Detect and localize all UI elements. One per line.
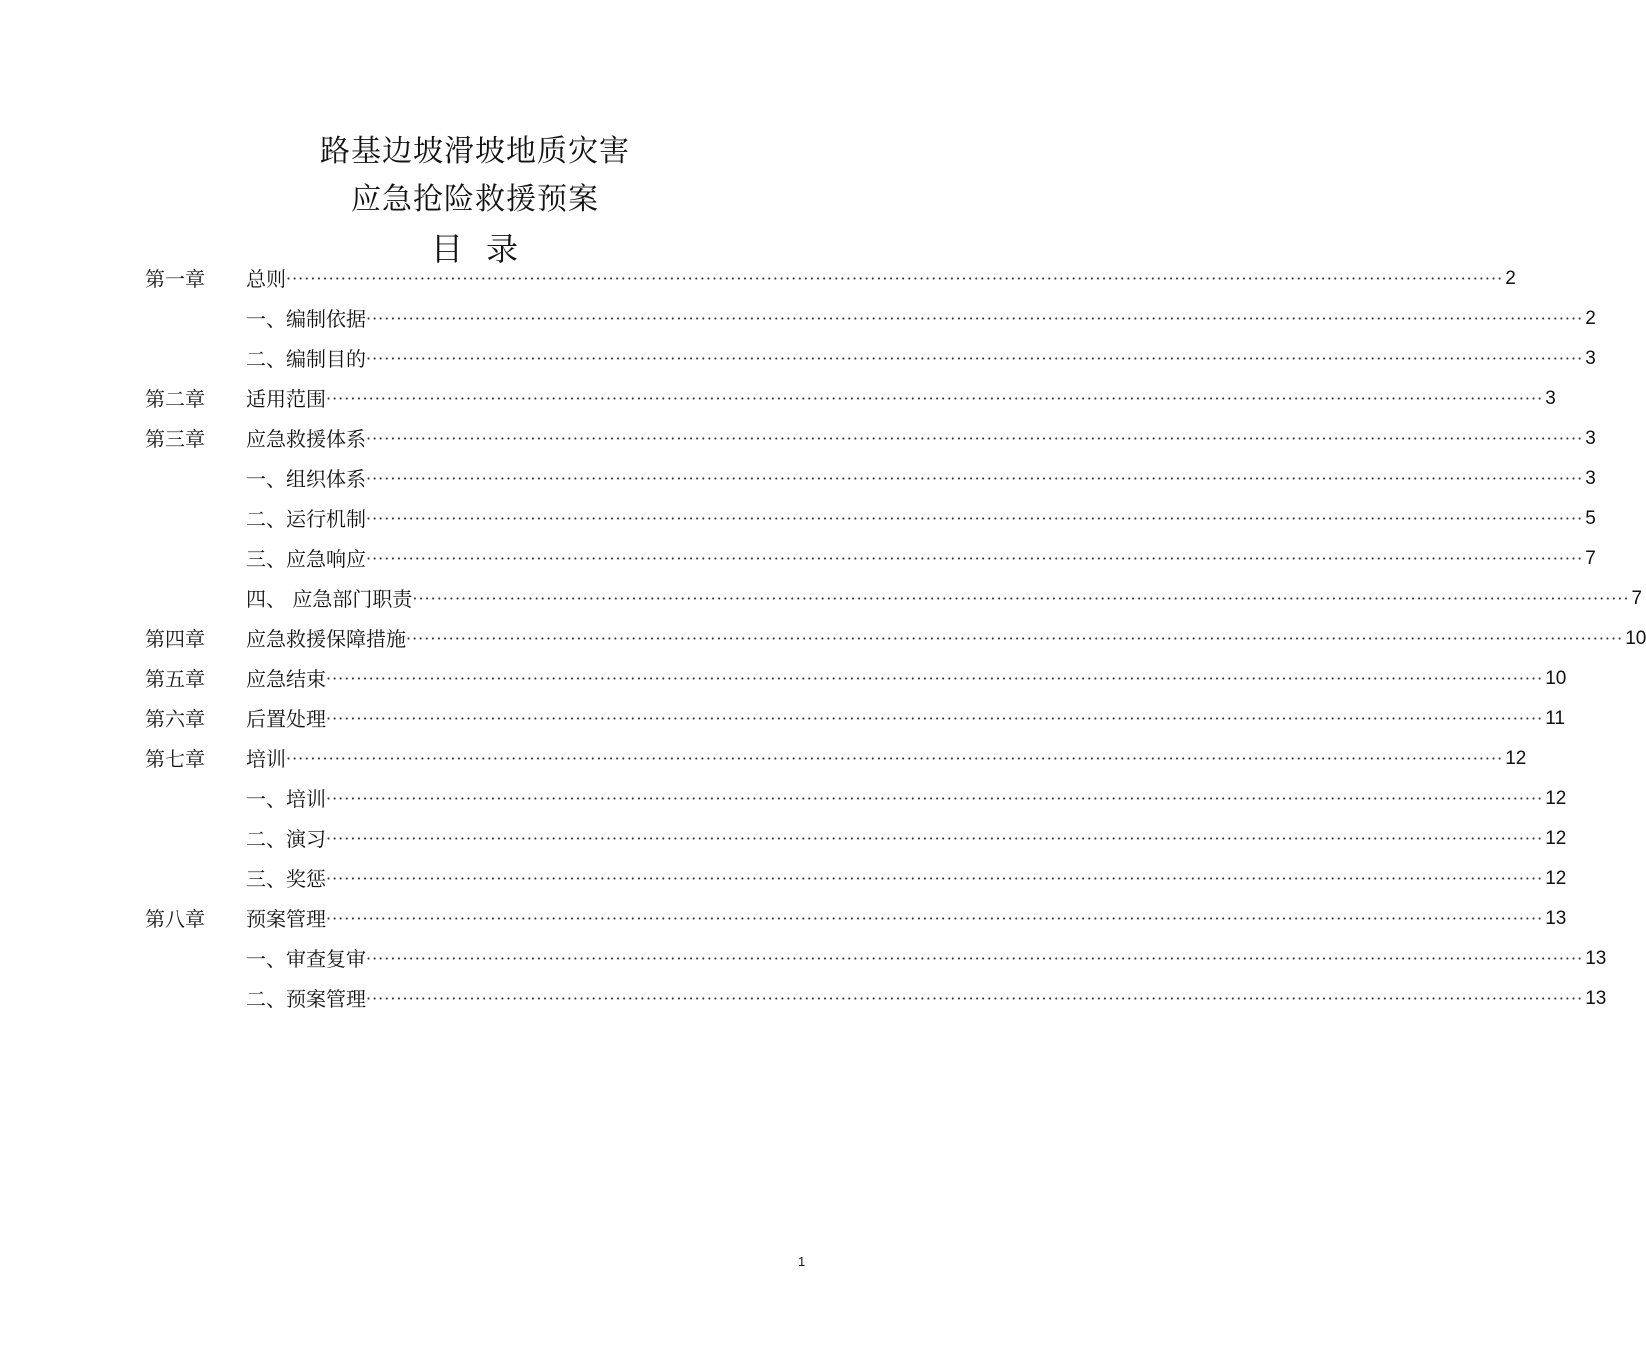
toc-row [0, 664, 1567, 694]
toc-leader-dots: ········································································································································································································ [366, 949, 1584, 968]
toc-entry-label: 培训 [246, 747, 286, 771]
toc-row [0, 904, 1567, 934]
toc-leader-dots: ········································································································································································································ [286, 269, 1504, 288]
toc-entry[interactable] [246, 904, 1567, 934]
toc-row [0, 864, 1567, 894]
toc-page-number: 3 [1585, 468, 1596, 489]
toc-page-number: 12 [1505, 748, 1527, 769]
toc-page-number: 2 [1585, 308, 1596, 329]
toc-entry[interactable] [246, 544, 1596, 574]
toc-entry[interactable] [246, 624, 1646, 654]
toc-entry[interactable] [246, 424, 1596, 454]
toc-page-number: 12 [1545, 828, 1567, 849]
toc-leader-dots: ········································································································································································································ [326, 829, 1544, 848]
toc-row [0, 744, 1527, 774]
toc-entry-label: 适用范围 [246, 387, 326, 411]
toc-page-number: 10 [1625, 628, 1646, 649]
toc-chapter-number: 第三章 [145, 427, 205, 451]
toc-entry[interactable] [246, 584, 1643, 614]
toc-leader-dots: ········································································································································································································ [366, 309, 1584, 328]
toc-entry[interactable] [246, 664, 1567, 694]
toc-page-number: 3 [1585, 428, 1596, 449]
toc-row [0, 544, 1596, 574]
toc-chapter-number: 第五章 [145, 667, 205, 691]
toc-entry-label: 应急结束 [246, 667, 326, 691]
toc-entry-label: 一、审查复审 [246, 947, 366, 971]
toc-entry-label: 二、演习 [246, 827, 326, 851]
toc-page-number: 12 [1545, 868, 1567, 889]
toc-entry-label: 二、预案管理 [246, 987, 366, 1011]
toc-entry[interactable] [246, 264, 1516, 294]
document-title-line-2: 应急抢险救援预案 [351, 182, 599, 217]
toc-entry[interactable] [246, 784, 1567, 814]
toc-entry-label: 应急救援体系 [246, 427, 366, 451]
toc-page-number: 13 [1585, 988, 1607, 1009]
toc-heading: 目 录 [430, 230, 520, 268]
toc-entry-label: 三、应急响应 [246, 547, 366, 571]
toc-entry[interactable] [246, 384, 1556, 414]
toc-leader-dots: ········································································································································································································ [326, 389, 1544, 408]
toc-page-number: 2 [1505, 268, 1516, 289]
toc-entry-label: 四、 应急部门职责 [246, 587, 413, 611]
toc-page-number: 13 [1585, 948, 1607, 969]
toc-page-number: 13 [1545, 908, 1567, 929]
toc-entry[interactable] [246, 504, 1596, 534]
toc-row [0, 384, 1556, 414]
toc-leader-dots: ········································································································································································································ [366, 349, 1584, 368]
toc-page-number: 3 [1545, 388, 1556, 409]
toc-entry-label: 应急救援保障措施 [246, 627, 406, 651]
toc-row [0, 944, 1607, 974]
toc-row [0, 264, 1516, 294]
toc-entry[interactable] [246, 304, 1596, 334]
toc-chapter-number: 第四章 [145, 627, 205, 651]
toc-chapter-number: 第二章 [145, 387, 205, 411]
toc-leader-dots: ········································································································································································································ [406, 629, 1624, 648]
toc-leader-dots: ········································································································································································································ [326, 709, 1544, 728]
toc-leader-dots: ········································································································································································································ [412, 589, 1630, 608]
toc-row [0, 464, 1596, 494]
toc-entry-label: 预案管理 [246, 907, 326, 931]
toc-page-number: 12 [1545, 788, 1567, 809]
toc-entry-label: 二、编制目的 [246, 347, 366, 371]
toc-row [0, 704, 1565, 734]
toc-entry-label: 三、奖惩 [246, 867, 326, 891]
toc-entry-label: 总则 [246, 267, 286, 291]
toc-leader-dots: ········································································································································································································ [366, 469, 1584, 488]
toc-leader-dots: ········································································································································································································ [286, 749, 1504, 768]
toc-entry[interactable] [246, 824, 1567, 854]
toc-entry[interactable] [246, 464, 1596, 494]
toc-leader-dots: ········································································································································································································ [326, 789, 1544, 808]
toc-entry[interactable] [246, 984, 1607, 1014]
toc-row [0, 584, 1643, 614]
toc-page-number: 7 [1631, 588, 1643, 609]
toc-entry[interactable] [246, 344, 1596, 374]
toc-entry-label: 一、组织体系 [246, 467, 366, 491]
toc-chapter-number: 第六章 [145, 707, 205, 731]
toc-page-number: 3 [1585, 348, 1596, 369]
toc-entry-label: 一、培训 [246, 787, 326, 811]
toc-leader-dots: ········································································································································································································ [326, 869, 1544, 888]
toc-row [0, 624, 1646, 654]
toc-leader-dots: ········································································································································································································ [366, 549, 1584, 568]
toc-page-number: 7 [1585, 548, 1596, 569]
toc-row [0, 824, 1567, 854]
toc-entry-label: 一、编制依据 [246, 307, 366, 331]
toc-page-number: 10 [1545, 668, 1567, 689]
toc-leader-dots: ········································································································································································································ [326, 669, 1544, 688]
toc-row [0, 984, 1607, 1014]
toc-chapter-number: 第七章 [145, 747, 205, 771]
toc-leader-dots: ········································································································································································································ [366, 989, 1584, 1008]
toc-entry[interactable] [246, 864, 1567, 894]
toc-row [0, 424, 1596, 454]
document-title-line-1: 路基边坡滑坡地质灾害 [320, 134, 630, 169]
toc-row [0, 304, 1596, 334]
toc-row [0, 784, 1567, 814]
toc-leader-dots: ········································································································································································································ [366, 429, 1584, 448]
toc-entry-label: 后置处理 [246, 707, 326, 731]
page-number: 1 [798, 1254, 806, 1269]
toc-entry-label: 二、运行机制 [246, 507, 366, 531]
toc-row [0, 344, 1596, 374]
toc-chapter-number: 第一章 [145, 267, 205, 291]
toc-chapter-number: 第八章 [145, 907, 205, 931]
toc-leader-dots: ········································································································································································································ [326, 909, 1544, 928]
toc-page-number: 5 [1585, 508, 1596, 529]
toc-row [0, 504, 1596, 534]
toc-entry[interactable] [246, 944, 1607, 974]
toc-entry[interactable] [246, 744, 1527, 774]
toc-leader-dots: ········································································································································································································ [366, 509, 1584, 528]
toc-page-number: 11 [1545, 708, 1565, 729]
toc-entry[interactable] [246, 704, 1565, 734]
